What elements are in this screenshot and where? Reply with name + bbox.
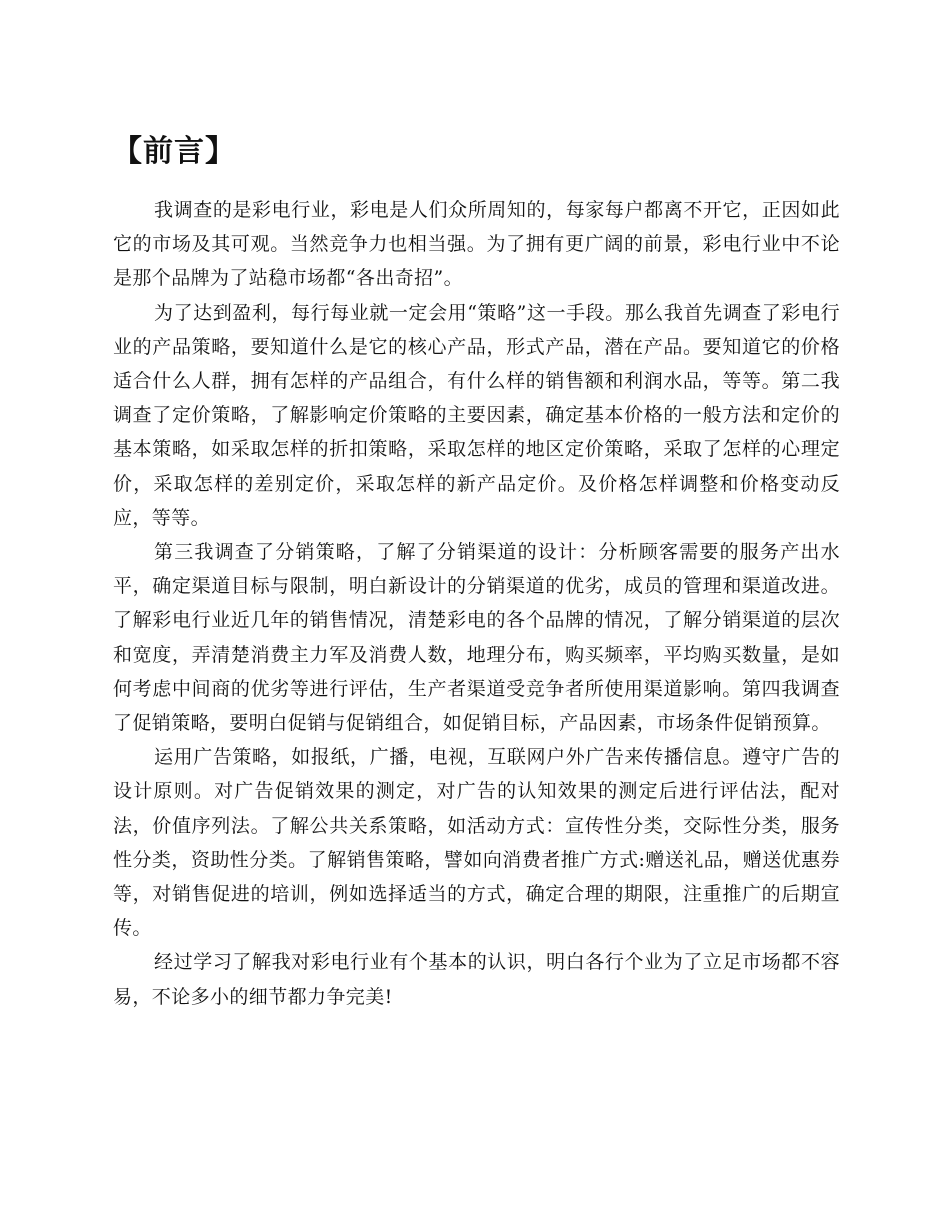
paragraph-4: 运用广告策略，如报纸，广播，电视，互联网户外广告来传播信息。遵守广告的设计原则。对广告促销效果的测定，对广告的认知效果的测定后进行评估法，配对法，价值序列法。了解公共关系策略，如活动方式：宣传性分类，交际性分类，服务性分类，资助性分类。了解销售策略，譬如向消费者推广方式:赠送礼品，赠送优惠券等，对销售促进的培训，例如选择适当的方式，确定合理的期限，注重推广的后期宣传。 bbox=[113, 746, 840, 940]
paragraph-3: 第三我调查了分销策略，了解了分销渠道的设计：分析顾客需要的服务产出水平，确定渠道目标与限制，明白新设计的分销渠道的优劣，成员的管理和渠道改进。了解彩电行业近几年的销售情况，清楚彩电的各个品牌的情况，了解分销渠道的层次和宽度，弄清楚消费主力军及消费人数，地理分布，购买频率，平均购买数量，是如何考虑中间商的优劣等进行评估，生产者渠道受竞争者所使用渠道影响。第四我调查了促销策略，要明白促销与促销组合，如促销目标，产品因素，市场条件促销预算。 bbox=[113, 541, 840, 735]
paragraph-2: 为了达到盈利，每行每业就一定会用“策略”这一手段。那么我首先调查了彩电行业的产品策略，要知道什么是它的核心产品，形式产品，潜在产品。要知道它的价格适合什么人群，拥有怎样的产品组合，有什么样的销售额和利润水品，等等。第二我调查了定价策略，了解影响定价策略的主要因素，确定基本价格的一般方法和定价的基本策略，如采取怎样的折扣策略，采取怎样的地区定价策略，采取了怎样的心理定价，采取怎样的差别定价，采取怎样的新产品定价。及价格怎样调整和价格变动反应，等等。 bbox=[113, 301, 840, 529]
section-heading: 【前言】 bbox=[112, 134, 236, 169]
paragraph-5: 经过学习了解我对彩电行业有个基本的认识，明白各行个业为了立足市场都不容易，不论多小的细节都力争完美! bbox=[113, 951, 840, 1008]
body-text bbox=[113, 193, 840, 1014]
paragraph-1: 我调查的是彩电行业，彩电是人们众所周知的，每家每户都离不开它，正因如此它的市场及其可观。当然竞争力也相当强。为了拥有更广阔的前景，彩电行业中不论是那个品牌为了站稳市场都“各出奇招”。 bbox=[113, 199, 840, 290]
